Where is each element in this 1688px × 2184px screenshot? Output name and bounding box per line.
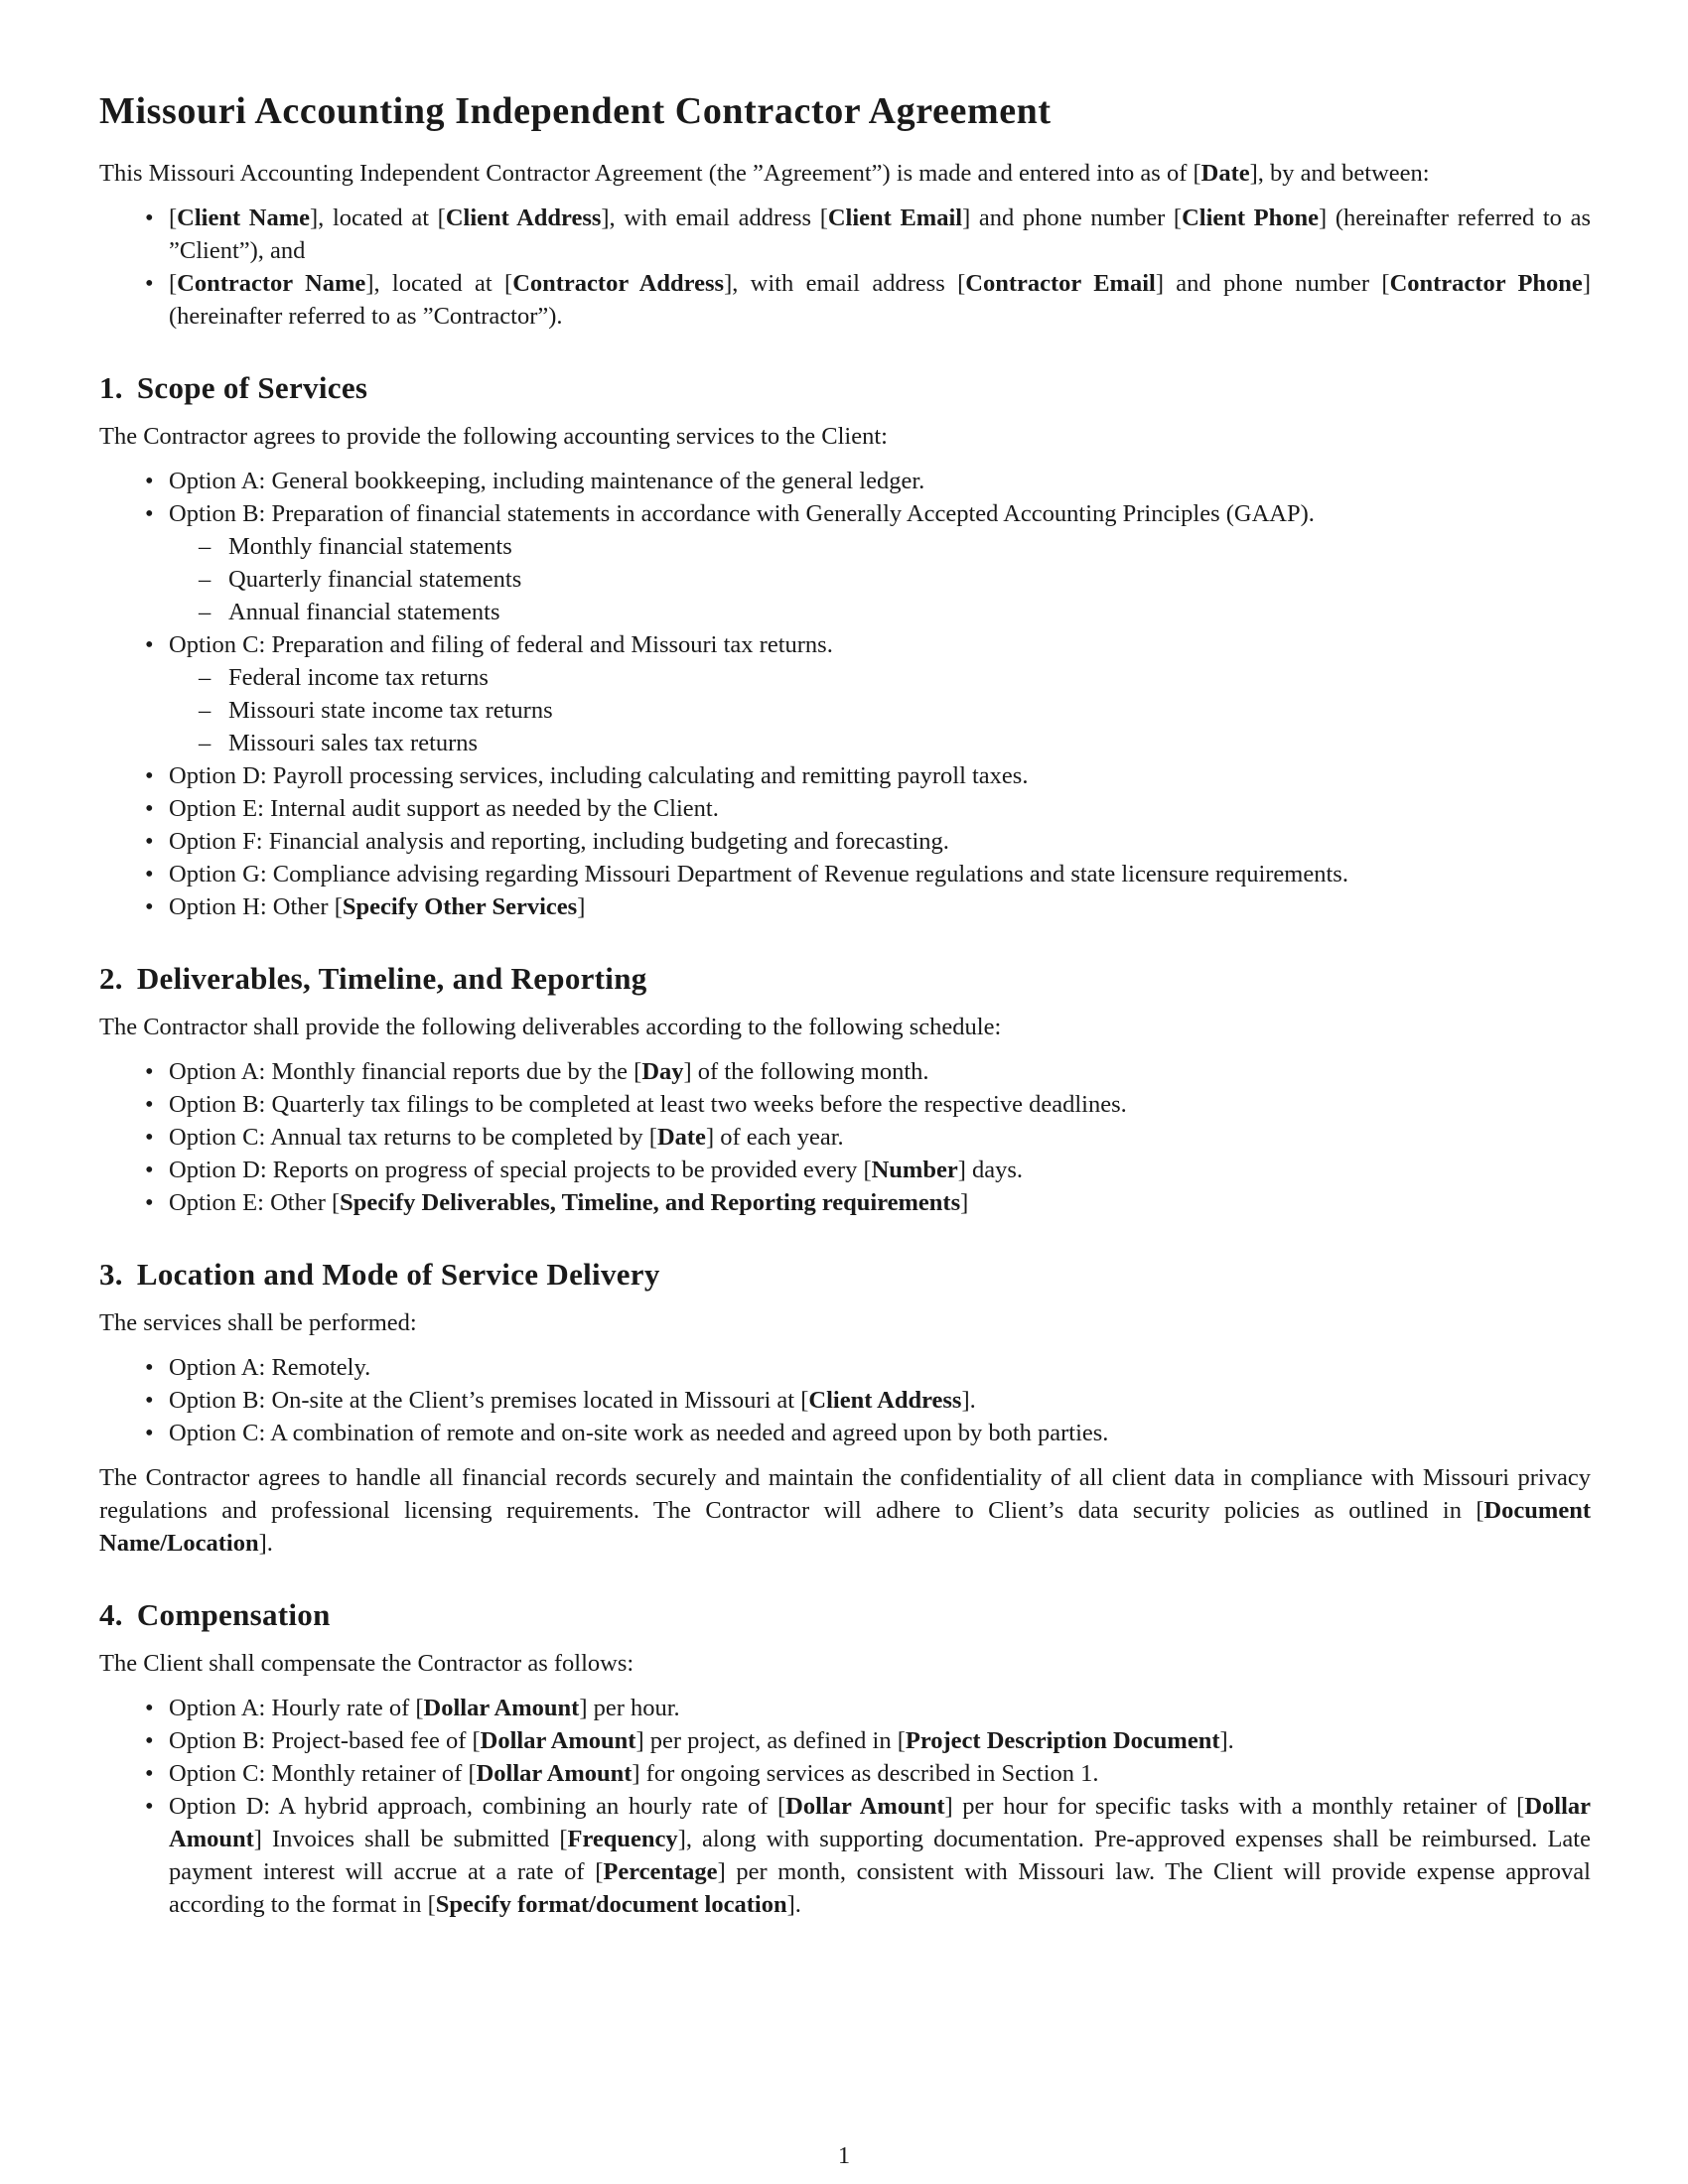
list-item: • Option C: Annual tax returns to be completed by [Date] of each year.	[99, 1121, 1591, 1154]
placeholder-contractor-phone: Contractor Phone	[1389, 270, 1583, 297]
placeholder-client-address: Client Address	[445, 205, 602, 231]
section-3-options	[99, 1351, 1591, 1449]
sublist-item: – Annual financial statements	[169, 596, 1591, 628]
list-item: • Option D: A hybrid approach, combining an hourly rate of [Dollar Amount] per hour for specific tasks with a monthly retainer of [Dollar Amount] Invoices shall be submitted [Frequency], along with supporting documentation. Pre-approved expenses shall be reimbursed. Late payment interest will accrue at a rate of [Percentage] per month, consistent with Missouri law. The Client will provide expense approval according to the format in [Specify format/document location].	[99, 1790, 1591, 1921]
section-2-heading: 2. Deliverables, Timeline, and Reporting	[99, 961, 647, 996]
sublist-item: – Monthly financial statements	[169, 530, 1591, 563]
parties-list	[99, 202, 1591, 333]
section-1-lead: The Contractor agrees to provide the following accounting services to the Client:	[99, 423, 888, 450]
party-client: • [Client Name], located at [Client Address], with email address [Client Email] and phone number [Client Phone] (hereinafter referred to as ”Client”), and	[99, 202, 1591, 267]
sublist-item: – Missouri sales tax returns	[169, 727, 1591, 759]
list-item: • Option C: A combination of remote and on-site work as needed and agreed upon by both parties.	[99, 1417, 1591, 1449]
list-item: • Option C: Preparation and filing of federal and Missouri tax returns. – Federal income tax returns – Missouri state income tax returns – Missouri sales tax returns	[99, 628, 1591, 759]
placeholder-project-description: Project Description Document	[905, 1727, 1220, 1754]
list-item: • Option C: Monthly retainer of [Dollar Amount] for ongoing services as described in Section 1.	[99, 1757, 1591, 1790]
placeholder-format-location: Specify format/document location	[435, 1891, 787, 1918]
list-item: • Option G: Compliance advising regarding Missouri Department of Revenue regulations and state licensure requirements.	[99, 858, 1591, 890]
list-item: • Option D: Payroll processing services, including calculating and remitting payroll taxes.	[99, 759, 1591, 792]
section-2-options	[99, 1055, 1591, 1219]
placeholder-client-address: Client Address	[808, 1387, 962, 1414]
section-3-paragraph: The Contractor agrees to handle all financial records securely and maintain the confidentiality of all client data in compliance with Missouri privacy regulations and professional licensing requirements. The Contractor will adhere to Client’s data security policies as outlined in [Document Name/Location].	[99, 1464, 1591, 1557]
section-4-options	[99, 1692, 1591, 1921]
section-3-heading: 3. Location and Mode of Service Delivery	[99, 1257, 660, 1292]
placeholder-contractor-name: Contractor Name	[177, 270, 366, 297]
placeholder-document-location: Document Name/Location	[99, 1497, 1591, 1557]
list-item: • Option E: Other [Specify Deliverables, Timeline, and Reporting requirements]	[99, 1186, 1591, 1219]
placeholder-contractor-email: Contractor Email	[965, 270, 1156, 297]
placeholder-client-email: Client Email	[827, 205, 963, 231]
placeholder-number: Number	[871, 1157, 958, 1183]
placeholder-dollar-amount: Dollar Amount	[423, 1695, 580, 1721]
list-item: • Option B: Quarterly tax filings to be completed at least two weeks before the respective deadlines.	[99, 1088, 1591, 1121]
party-contractor: • [Contractor Name], located at [Contractor Address], with email address [Contractor Email] and phone number [Contractor Phone] (hereinafter referred to as ”Contractor”).	[99, 267, 1591, 333]
document-title: Missouri Accounting Independent Contractor Agreement	[99, 90, 1052, 132]
list-item: • Option F: Financial analysis and reporting, including budgeting and forecasting.	[99, 825, 1591, 858]
list-item: • Option B: On-site at the Client’s premises located in Missouri at [Client Address].	[99, 1384, 1591, 1417]
placeholder-frequency: Frequency	[567, 1826, 678, 1852]
list-item: • Option A: Monthly financial reports due by the [Day] of the following month.	[99, 1055, 1591, 1088]
sublist	[169, 530, 1591, 628]
list-item: • Option A: Remotely.	[99, 1351, 1591, 1384]
placeholder-client-name: Client Name	[177, 205, 311, 231]
document-page	[99, 87, 1591, 1933]
section-3-lead: The services shall be performed:	[99, 1309, 417, 1336]
placeholder-dollar-amount: Dollar Amount	[476, 1760, 633, 1787]
placeholder-other-services: Specify Other Services	[342, 893, 578, 920]
list-item: • Option E: Internal audit support as needed by the Client.	[99, 792, 1591, 825]
placeholder-dollar-amount: Dollar Amount	[785, 1793, 945, 1820]
placeholder-percentage: Percentage	[603, 1858, 718, 1885]
placeholder-date: Date	[1200, 160, 1250, 187]
placeholder-deliverables: Specify Deliverables, Timeline, and Reporting requirements	[340, 1189, 961, 1216]
placeholder-date: Date	[656, 1124, 706, 1151]
placeholder-dollar-amount: Dollar Amount	[169, 1793, 1591, 1852]
list-item: • Option A: General bookkeeping, including maintenance of the general ledger.	[99, 465, 1591, 497]
page-number: 1	[837, 2142, 851, 2169]
sublist	[169, 661, 1591, 759]
section-2-lead: The Contractor shall provide the following deliverables according to the following schedule:	[99, 1014, 1002, 1040]
intro-paragraph: This Missouri Accounting Independent Contractor Agreement (the ”Agreement”) is made and entered into as of [Date], by and between:	[99, 160, 1430, 187]
section-1-heading: 1. Scope of Services	[99, 370, 368, 405]
sublist-item: – Federal income tax returns	[169, 661, 1591, 694]
section-4-heading: 4. Compensation	[99, 1597, 331, 1632]
placeholder-day: Day	[641, 1058, 684, 1085]
list-item: • Option B: Project-based fee of [Dollar Amount] per project, as defined in [Project Description Document].	[99, 1724, 1591, 1757]
section-1-options	[99, 465, 1591, 923]
list-item: • Option A: Hourly rate of [Dollar Amount] per hour.	[99, 1692, 1591, 1724]
sublist-item: – Missouri state income tax returns	[169, 694, 1591, 727]
list-item: • Option H: Other [Specify Other Services]	[99, 890, 1591, 923]
list-item: • Option B: Preparation of financial statements in accordance with Generally Accepted Accounting Principles (GAAP). – Monthly financial statements – Quarterly financial statements – Annual financial statements	[99, 497, 1591, 628]
list-item: • Option D: Reports on progress of special projects to be provided every [Number] days.	[99, 1154, 1591, 1186]
placeholder-client-phone: Client Phone	[1182, 205, 1320, 231]
section-4-lead: The Client shall compensate the Contractor as follows:	[99, 1650, 634, 1677]
placeholder-contractor-address: Contractor Address	[512, 270, 725, 297]
sublist-item: – Quarterly financial statements	[169, 563, 1591, 596]
placeholder-dollar-amount: Dollar Amount	[480, 1727, 636, 1754]
